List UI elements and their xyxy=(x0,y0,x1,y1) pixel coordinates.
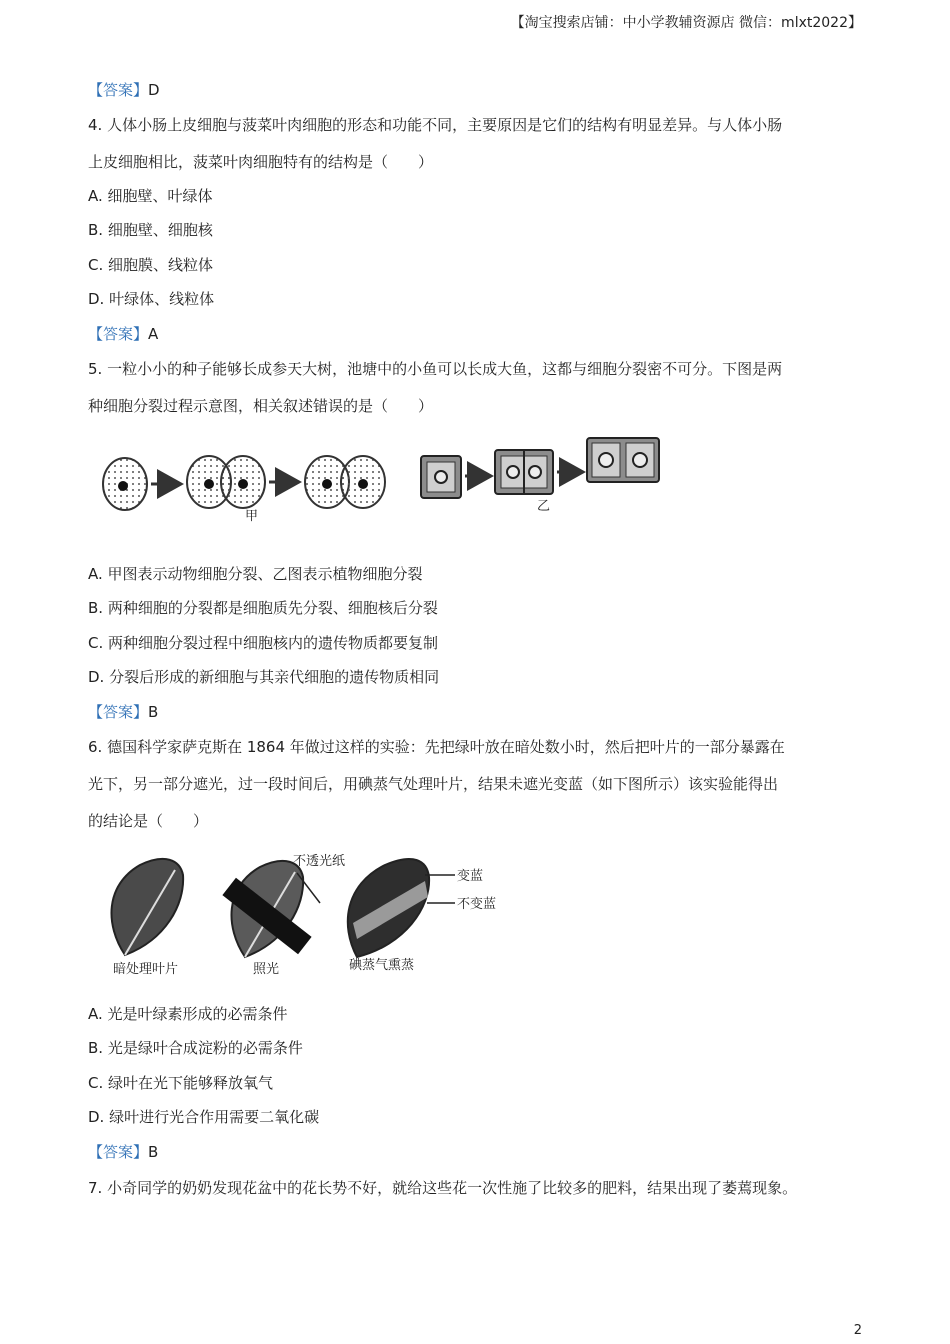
label-not-blue: 不变蓝 xyxy=(457,897,497,912)
q6-stem-line2: 光下，另一部分遮光，过一段时间后，用碘蒸气处理叶片，结果未遮光变蓝（如下图所示）该实验能得出 xyxy=(88,775,779,793)
leaf-dark-treated xyxy=(111,859,183,955)
answer-tag: 【答案】 xyxy=(88,81,149,99)
cell-division-figure xyxy=(95,428,675,528)
label-iodine-fumigation: 碘蒸气熏蒸 xyxy=(349,958,415,973)
animal-cell-sequence xyxy=(103,456,385,510)
q5-stem-line2: 种细胞分裂过程示意图，相关叙述错误的是（ ） xyxy=(88,397,434,415)
label-dark-treated: 暗处理叶片 xyxy=(113,962,179,977)
q4-option-b: B. 细胞壁、细胞核 xyxy=(88,221,213,239)
q4-stem-line1: 4. 人体小肠上皮细胞与菠菜叶肉细胞的形态和功能不同，主要原因是它们的结构有明显差异。与人体小肠 xyxy=(88,116,783,134)
label-turns-blue: 变蓝 xyxy=(457,869,484,884)
page-number: 2 xyxy=(853,1323,862,1338)
q3-answer-line xyxy=(88,80,160,100)
q3-answer: D xyxy=(148,81,160,99)
answer-tag: 【答案】 xyxy=(88,1143,149,1161)
q5-option-b: B. 两种细胞的分裂都是细胞质先分裂、细胞核后分裂 xyxy=(88,599,438,617)
q5-option-a: A. 甲图表示动物细胞分裂、乙图表示植物细胞分裂 xyxy=(88,565,423,583)
leaf-experiment-figure xyxy=(95,845,525,980)
q4-option-c: C. 细胞膜、线粒体 xyxy=(88,256,214,274)
q6-option-d: D. 绿叶进行光合作用需要二氧化碳 xyxy=(88,1108,320,1126)
q6-option-a: A. 光是叶绿素形成的必需条件 xyxy=(88,1005,288,1023)
q6-stem-line3: 的结论是（ ） xyxy=(88,812,209,830)
q4-option-a: A. 细胞壁、叶绿体 xyxy=(88,187,213,205)
q6-answer-line xyxy=(88,1142,158,1162)
q5-answer-line xyxy=(88,702,158,722)
q4-answer-line xyxy=(88,324,158,344)
label-jia: 甲 xyxy=(245,509,259,524)
page-header: 【淘宝搜索店铺：中小学教辅资源店 微信：mlxt2022】 xyxy=(510,15,862,31)
label-yi: 乙 xyxy=(537,499,551,514)
q4-stem-line2: 上皮细胞相比，菠菜叶肉细胞特有的结构是（ ） xyxy=(88,153,434,171)
label-light: 照光 xyxy=(253,962,280,977)
q6-option-c: C. 绿叶在光下能够释放氧气 xyxy=(88,1074,274,1092)
q5-option-c: C. 两种细胞分裂过程中细胞核内的遗传物质都要复制 xyxy=(88,634,439,652)
q5-stem-line1: 5. 一粒小小的种子能够长成参天大树，池塘中的小鱼可以长成大鱼，这都与细胞分裂密不可分。下图是两 xyxy=(88,360,783,378)
q4-answer: A xyxy=(148,325,159,343)
q6-option-b: B. 光是绿叶合成淀粉的必需条件 xyxy=(88,1039,303,1057)
answer-tag: 【答案】 xyxy=(88,325,149,343)
q5-answer: B xyxy=(148,703,159,721)
q6-stem-line1: 6. 德国科学家萨克斯在 1864 年做过这样的实验：先把绿叶放在暗处数小时，然后把叶片的一部分暴露在 xyxy=(88,738,785,756)
q7-stem-line1: 7. 小奇同学的奶奶发现花盆中的花长势不好，就给这些花一次性施了比较多的肥料，结果出现了萎蔫现象。 xyxy=(88,1179,798,1197)
label-opaque-paper: 不透光纸 xyxy=(293,854,346,869)
answer-tag: 【答案】 xyxy=(88,703,149,721)
q5-option-d: D. 分裂后形成的新细胞与其亲代细胞的遗传物质相同 xyxy=(88,668,440,686)
plant-cell-sequence xyxy=(421,438,659,498)
leaf-light-with-paper xyxy=(222,861,320,957)
leaf-iodine-fumigated xyxy=(348,859,455,957)
q6-answer: B xyxy=(148,1143,159,1161)
q4-option-d: D. 叶绿体、线粒体 xyxy=(88,290,215,308)
